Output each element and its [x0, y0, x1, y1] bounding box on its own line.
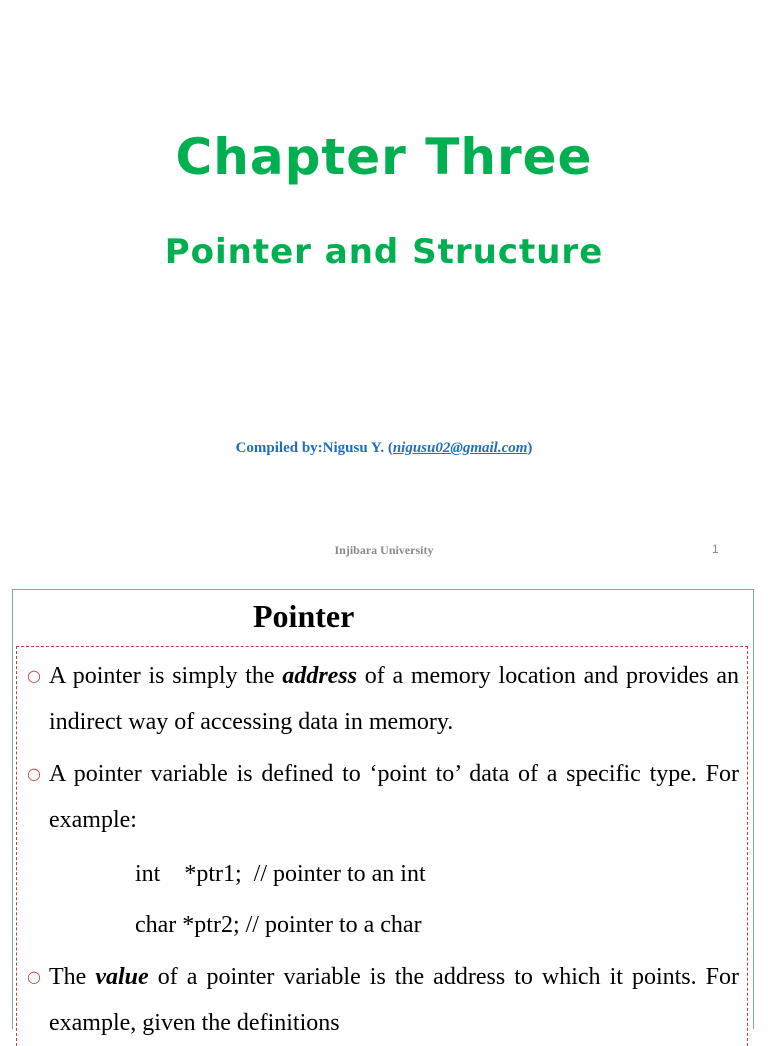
bullet-item — [17, 653, 745, 745]
bullet-text-part: of a memory location and provides an indirect way of accessing data in memory. — [49, 663, 739, 735]
bullet-text — [49, 653, 739, 745]
bullet-item — [17, 954, 745, 1046]
page-number: 1 — [712, 542, 719, 556]
bullet-text-part: of a pointer variable is the address to which it points. For example, given the definitions — [49, 964, 740, 1036]
chapter-title: Chapter Three — [175, 128, 593, 186]
credit-suffix: ) — [527, 440, 533, 456]
email-link[interactable]: nigusu02@gmail.com — [392, 440, 528, 456]
bullet-text — [49, 954, 739, 1046]
bullet-circle-icon: ○ — [27, 666, 41, 685]
bullet-text-part: A pointer is simply the — [49, 663, 283, 689]
credit-prefix: Compiled by:Nigusu Y. ( — [235, 440, 393, 456]
bullet-item — [17, 751, 745, 843]
code-line: char *ptr2; // pointer to a char — [135, 912, 422, 938]
credit-line — [0, 440, 768, 457]
bullet-circle-icon: ○ — [27, 764, 41, 783]
emphasis-value: value — [95, 964, 149, 990]
code-line: int *ptr1; // pointer to an int — [135, 861, 426, 887]
bullet-text-part: The — [49, 964, 96, 990]
content-box — [16, 646, 748, 1046]
bullet-circle-icon: ○ — [27, 967, 41, 986]
chapter-subtitle: Pointer and Structure — [164, 232, 604, 272]
slide-heading: Pointer — [253, 598, 355, 634]
footer-university: Injibara University — [334, 543, 434, 557]
emphasis-address: address — [282, 663, 357, 689]
bullet-text: A pointer variable is defined to ‘point to’ data of a specific type. For example: — [49, 761, 739, 833]
slide-2 — [12, 589, 754, 1036]
